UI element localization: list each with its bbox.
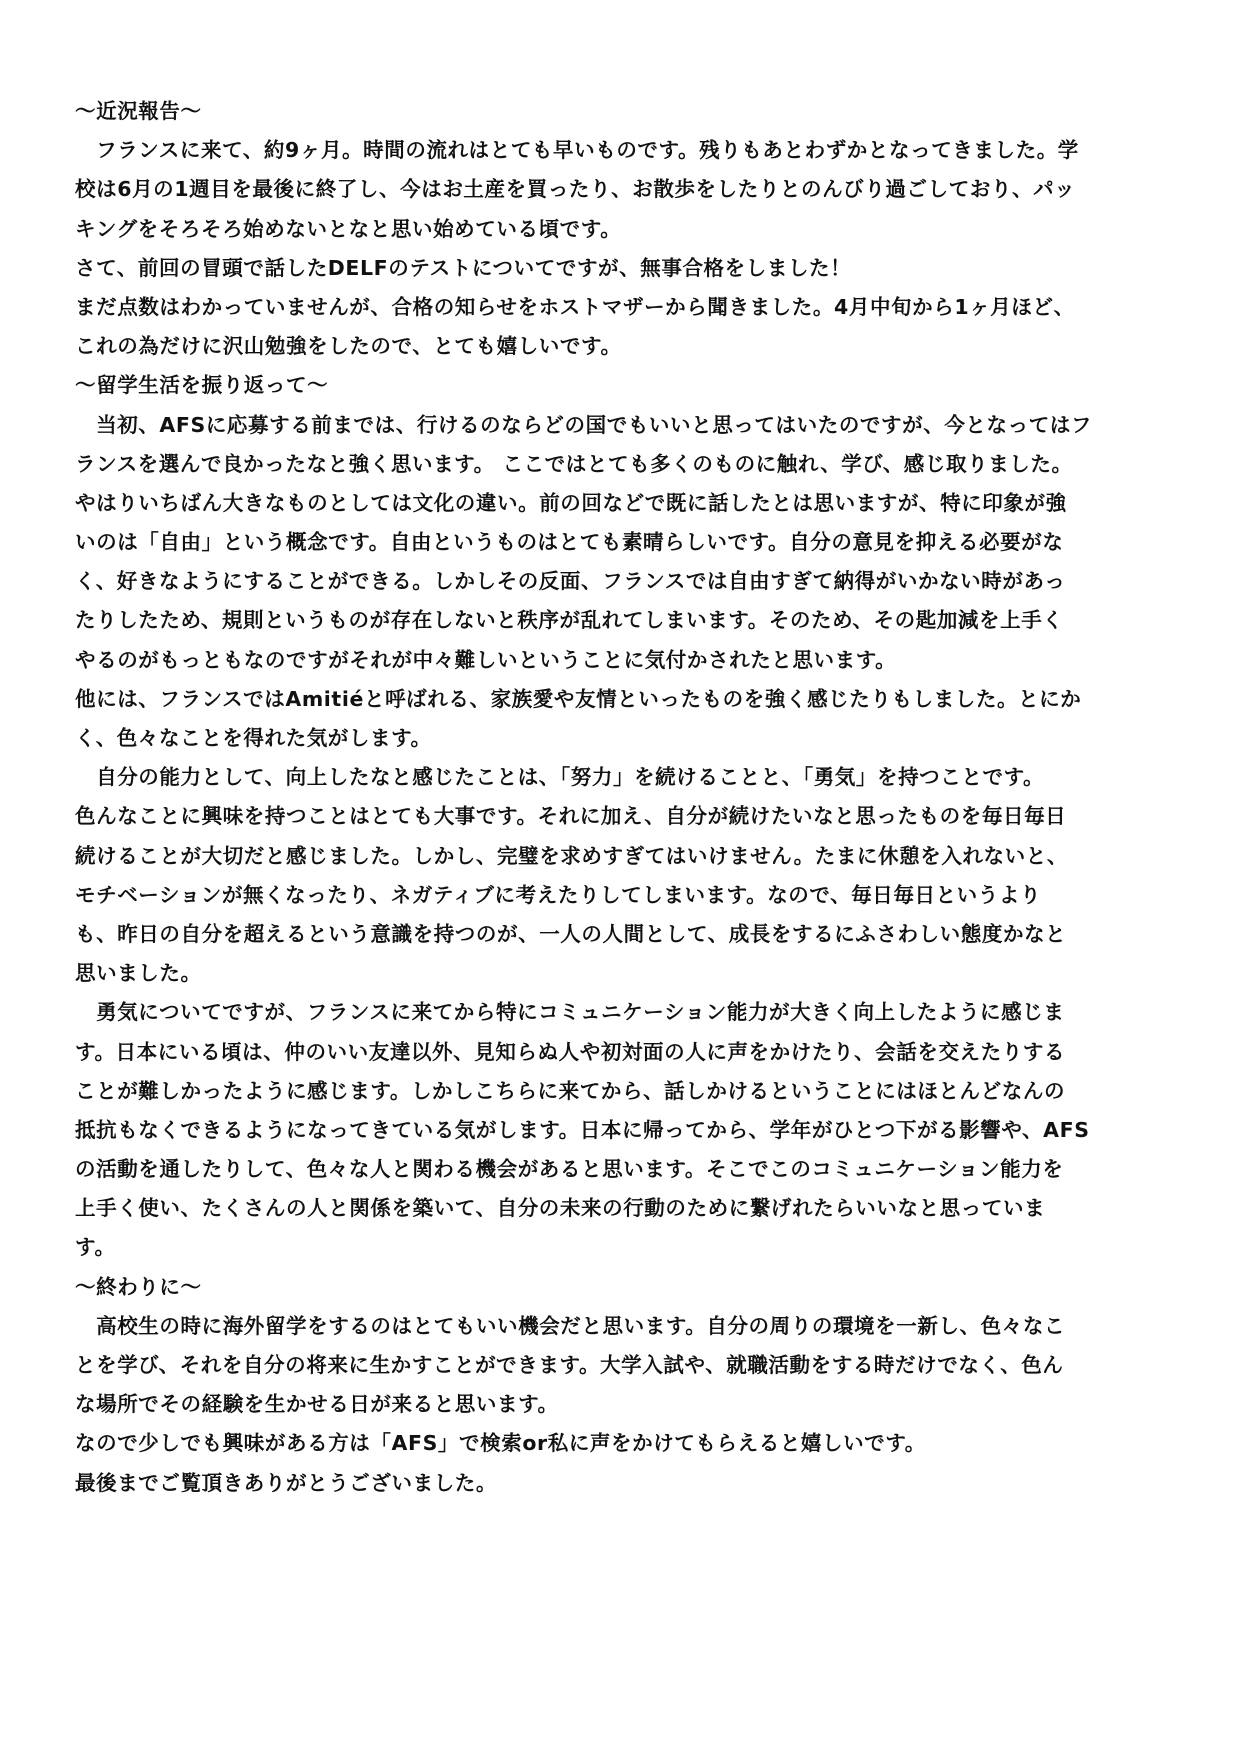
paragraph-line: く、好きなようにすることができる。しかしその反面、フランスでは自由すぎて納得がいかない時があっ	[75, 569, 1066, 594]
paragraph-line: キングをそろそろ始めないとなと思い始めている頃です。	[75, 216, 622, 241]
paragraph-line: フランスに来て、約9ヶ月。時間の流れはとても早いものです。残りもあとわずかとなってきました。学	[75, 138, 1079, 163]
paragraph-line: す。	[75, 1235, 116, 1260]
document-page	[75, 92, 1175, 1503]
paragraph-line: 最後までご覧頂きありがとうございました。	[75, 1470, 497, 1495]
section-heading: ～留学生活を振り返って～	[75, 373, 329, 398]
paragraph-line: も、昨日の自分を超えるという意識を持つのが、一人の人間として、成長をするにふさわしい態度かなと	[75, 921, 1067, 946]
paragraph-line: 自分の能力として、向上したなと感じたことは、「努力」を続けることと、「勇気」を持つことです。	[75, 765, 1045, 790]
paragraph-line: たりしたため、規則というものが存在しないと秩序が乱れてしまいます。そのため、その匙加減を上手く	[75, 608, 1064, 633]
paragraph-line: やはりいちばん大きなものとしては文化の違い。前の回などで既に話したとは思いますが、特に印象が強	[75, 490, 1067, 515]
paragraph-line: 高校生の時に海外留学をするのはとてもいい機会だと思います。自分の周りの環境を一新し、色々なこ	[75, 1313, 1066, 1338]
paragraph-line: 他には、フランスではAmitiéと呼ばれる、家族愛や友情といったものを強く感じたりもしました。とにか	[75, 686, 1082, 711]
section-heading: ～終わりに～	[75, 1274, 202, 1299]
paragraph-line: す。日本にいる頃は、仲のいい友達以外、見知らぬ人や初対面の人に声をかけたり、会話を交えたりする	[75, 1039, 1066, 1064]
paragraph-line: とを学び、それを自分の将来に生かすことができます。大学入試や、就職活動をする時だけでなく、色ん	[75, 1353, 1064, 1377]
paragraph-line: ことが難しかったように感じます。しかしこちらに来てから、話しかけるということにはほとんどなんの	[75, 1078, 1066, 1103]
paragraph-line: ランスを選んで良かったなと強く思います。 ここではとても多くのものに触れ、学び、感じ取りました。	[75, 451, 1073, 476]
paragraph-line: いのは「自由」という概念です。自由というものはとても素晴らしいです。自分の意見を抑える必要がな	[75, 530, 1064, 555]
paragraph-line: 上手く使い、たくさんの人と関係を築いて、自分の未来の行動のために繋げれたらいいなと思っていま	[75, 1196, 1046, 1221]
paragraph-line: 抵抗もなくできるようになってきている気がします。日本に帰ってから、学年がひとつ下がる影響や、AFS	[75, 1117, 1090, 1142]
paragraph-line: 思いました。	[75, 961, 202, 986]
paragraph-line: モチベーションが無くなったり、ネガティブに考えたりしてしまいます。なので、毎日毎日というより	[75, 882, 1042, 907]
paragraph-line: な場所でその経験を生かせる日が来ると思います。	[75, 1392, 559, 1417]
paragraph-line: まだ点数はわかっていませんが、合格の知らせをホストマザーから聞きました。4月中旬から1ヶ月ほど、	[75, 294, 1075, 319]
paragraph-line: これの為だけに沢山勉強をしたので、とても嬉しいです。	[75, 334, 622, 359]
paragraph-line: の活動を通したりして、色々な人と関わる機会があると思います。そこでこのコミュニケーション能力を	[75, 1157, 1064, 1182]
paragraph-line: 校は6月の1週目を最後に終了し、今はお土産を買ったり、お散歩をしたりとのんびり過ごしており、パッ	[75, 177, 1076, 202]
paragraph-line: 続けることが大切だと感じました。しかし、完璧を求めすぎてはいけません。たまに休憩を入れないと、	[75, 843, 1068, 868]
paragraph-line: 勇気についてですが、フランスに来てから特にコミュニケーション能力が大きく向上したように感じま	[75, 1000, 1065, 1025]
paragraph-line: さて、前回の冒頭で話したDELFのテストについてですが、無事合格をしました！	[75, 255, 852, 280]
paragraph-line: 当初、AFSに応募する前までは、行けるのならどの国でもいいと思ってはいたのですが、今となってはフ	[75, 412, 1093, 437]
paragraph-line: く、色々なことを得れた気がします。	[75, 726, 432, 750]
paragraph-line: なので少しでも興味がある方は「AFS」で検索or私に声をかけてもらえると嬉しいです。	[75, 1431, 926, 1456]
paragraph-line: やるのがもっともなのですがそれが中々難しいということに気付かされたと思います。	[75, 647, 897, 672]
paragraph-line: 色んなことに興味を持つことはとても大事です。それに加え、自分が続けたいなと思ったものを毎日毎日	[75, 804, 1067, 829]
section-heading: ～近況報告～	[75, 99, 202, 123]
